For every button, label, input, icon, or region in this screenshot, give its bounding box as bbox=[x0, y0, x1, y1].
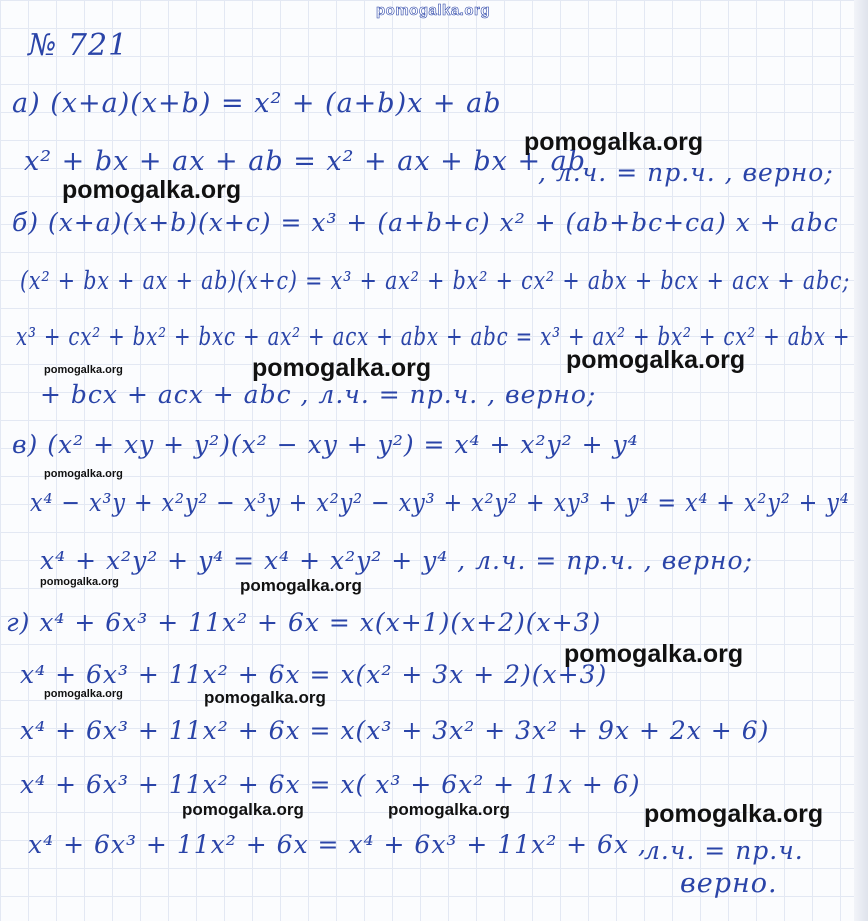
watermark: pomogalka.org bbox=[44, 688, 123, 700]
line-g7: верно. bbox=[680, 868, 778, 899]
line-g2: x⁴ + 6x³ + 11x² + 6x = x(x² + 3x + 2)(x+3) bbox=[20, 660, 608, 689]
line-g3: x⁴ + 6x³ + 11x² + 6x = x(x³ + 3x² + 3x² + 9x + 2x + 6) bbox=[20, 716, 770, 745]
line-v3: x⁴ + x²y² + y⁴ = x⁴ + x²y² + y⁴ , л.ч. = пр.ч. , верно; bbox=[40, 546, 753, 575]
line-b1: б) (x+a)(x+b)(x+c) = x³ + (a+b+c) x² + (ab+bc+ca) x + abc bbox=[12, 208, 839, 237]
line-a3: , л.ч. = пр.ч. , верно; bbox=[538, 158, 834, 187]
watermark: pomogalka.org bbox=[566, 346, 746, 374]
watermark: pomogalka.org bbox=[40, 576, 119, 588]
watermark: pomogalka.org bbox=[44, 364, 123, 376]
watermark: pomogalka.org bbox=[524, 128, 704, 156]
watermark: pomogalka.org bbox=[62, 176, 242, 204]
watermark-top: pomogalka.org bbox=[376, 2, 491, 19]
watermark: pomogalka.org bbox=[564, 640, 744, 668]
line-b2: (x² + bx + ax + ab)(x+c) = x³ + ax² + bx² + cx² + abx + bcx + acx + abc; bbox=[20, 266, 851, 295]
line-v2: x⁴ − x³y + x²y² − x³y + x²y² − xy³ + x²y² + xy³ + y⁴ = x⁴ + x²y² + y⁴ bbox=[30, 488, 850, 517]
watermark: pomogalka.org bbox=[182, 800, 304, 819]
watermark: pomogalka.org bbox=[388, 800, 510, 819]
line-g5: x⁴ + 6x³ + 11x² + 6x = x⁴ + 6x³ + 11x² + 6x , bbox=[28, 830, 647, 859]
watermark: pomogalka.org bbox=[240, 576, 362, 595]
line-v1: в) (x² + xy + y²)(x² − xy + y²) = x⁴ + x²y² + y⁴ bbox=[12, 430, 639, 459]
watermark: pomogalka.org bbox=[44, 468, 123, 480]
watermark: pomogalka.org bbox=[252, 354, 432, 382]
line-b4: + bcx + acx + abc , л.ч. = пр.ч. , верно; bbox=[40, 380, 597, 409]
task-number: № 721 bbox=[28, 28, 129, 63]
line-b3: x³ + cx² + bx² + bxc + ax² + acx + abx + abc = x³ + ax² + bx² + cx² + abx + bbox=[16, 322, 851, 351]
line-a1: а) (x+a)(x+b) = x² + (a+b)x + ab bbox=[12, 88, 502, 119]
line-g6: л.ч. = пр.ч. bbox=[644, 836, 804, 865]
page-edge bbox=[854, 0, 868, 921]
watermark: pomogalka.org bbox=[204, 688, 326, 707]
line-g1: г) x⁴ + 6x³ + 11x² + 6x = x(x+1)(x+2)(x+3) bbox=[6, 608, 602, 637]
line-g4: x⁴ + 6x³ + 11x² + 6x = x( x³ + 6x² + 11x + 6) bbox=[20, 770, 641, 799]
watermark: pomogalka.org bbox=[644, 800, 824, 828]
line-a2: x² + bx + ax + ab = x² + ax + bx + ab bbox=[24, 146, 587, 177]
